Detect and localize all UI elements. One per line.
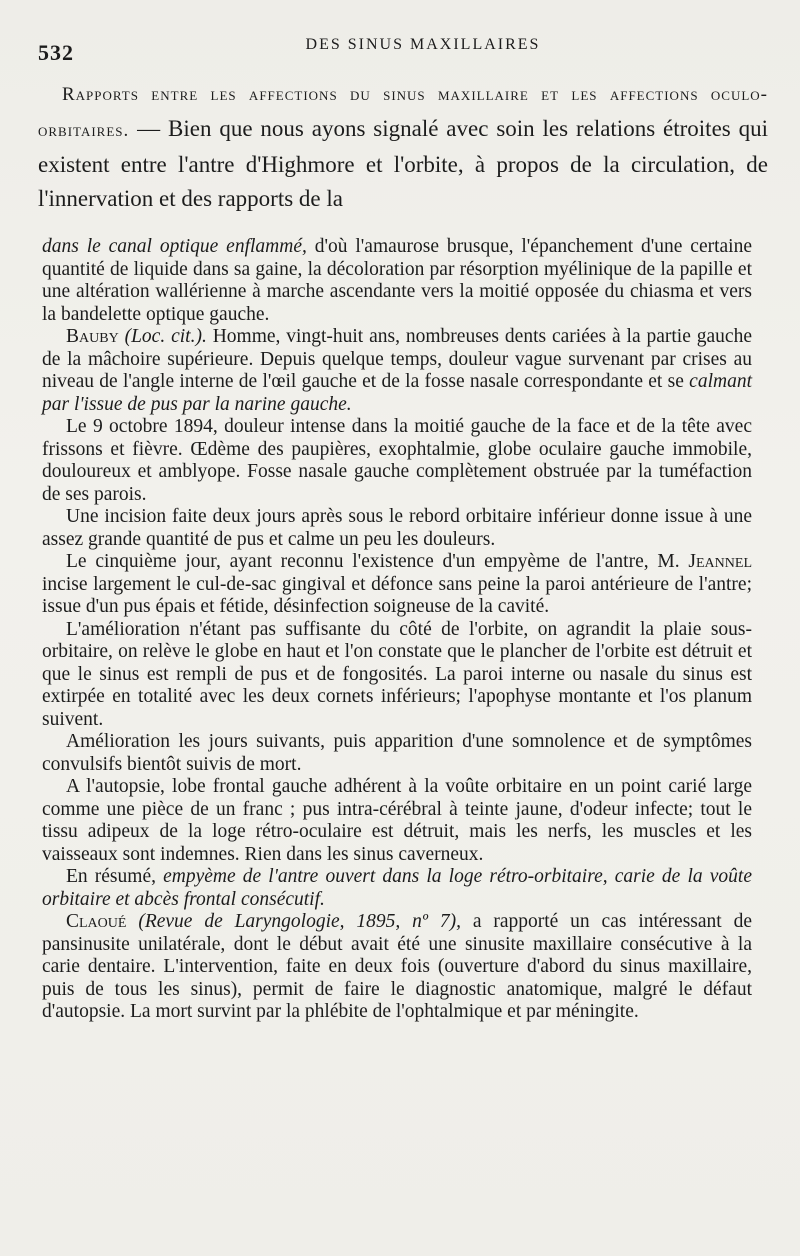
paragraph-6: L'amélioration n'étant pas suffisante du côté de l'orbite, on agrandit la plaie sous-orbitaire, on relève le globe en haut et l'on constate que le plancher de l'orbite est détruit et que le sinus est rempli de pus et de fongosités. La paroi interne ou nasale du sinus est extirpée en totalité avec les deux cornets inférieurs; l'apophyse montante et l'os planum suivent.	[42, 618, 752, 730]
body-text	[42, 236, 752, 1024]
paragraph-9-italic: empyème de l'antre ouvert dans la loge rétro-orbitaire, carie de la voûte orbitaire et abcès frontal consécutif.	[42, 866, 752, 910]
author-claoue: Claoué	[66, 911, 127, 932]
paragraph-3: Le 9 octobre 1894, douleur intense dans la moitié gauche de la face et de la tête avec frissons et fièvre. Œdème des paupières, exophtalmie, globe oculaire gauche immobile, douloureux et amblyope. Fosse nasale gauche complètement obstruée par la tuméfaction de ses parois.	[42, 416, 752, 505]
page-header	[38, 34, 768, 64]
paragraph-2-text: Homme, vingt-huit ans, nombreuses dents cariées à la partie gauche de la mâchoire supérieure. Depuis quelque temps, douleur vague survenant par crises au niveau de l'angle interne de l'œil gauche et de la fosse nasale correspondante et se	[42, 326, 752, 392]
paragraph-9	[42, 866, 752, 911]
page-fold-gap	[0, 208, 800, 236]
paragraph-1-text: d'où l'amaurose brusque, l'épanchement d'une certaine quantité de liquide dans sa gaine, la décoloration par résorption myélinique de la papille et une altération wallérienne à marche ascendante vers la moitié opposée du chiasma et vers la bandelette optique gauche.	[42, 236, 752, 325]
paragraph-5-start: Le cinquième jour, ayant reconnu l'existence d'un empyème de l'antre, M.	[66, 551, 689, 572]
running-head: DES SINUS MAXILLAIRES	[305, 36, 541, 53]
paragraph-5-text: incise largement le cul-de-sac gingival et défonce sans peine la paroi antérieure de l'antre; issue d'un pus épais et fétide, désinfection soigneuse de la cavité.	[42, 573, 752, 617]
page-number: 532	[38, 40, 74, 65]
paragraph-2-ref: (Loc. cit.).	[118, 326, 207, 347]
paragraph-4: Une incision faite deux jours après sous le rebord orbitaire inférieur donne issue à une assez grande quantité de pus et calme un peu les douleurs.	[42, 506, 752, 550]
section-intro-text: — Bien que nous ayons signalé avec soin les relations étroites qui existent entre l'antre d'Highmore et l'orbite, à propos de la circulation, de l'innervation et des rapports de la	[38, 116, 768, 211]
paragraph-10-ref: (Revue de Laryngologie, 1895, nº 7),	[126, 911, 461, 932]
author-bauby: Bauby	[66, 326, 119, 347]
paragraph-2	[42, 326, 752, 416]
paragraph-10-text: a rapporté un cas intéressant de pansinusite unilatérale, dont le début avait été une sinusite maxillaire consécutive à la carie dentaire. L'intervention, faite en deux fois (ouverture d'abord du sinus maxillaire, puis de tous les sinus), permit de faire le diagnostic anatomique, malgré le défaut d'autopsie. La mort survint par la phlébite de l'ophtalmique et par méningite.	[42, 911, 752, 1022]
paragraph-8: A l'autopsie, lobe frontal gauche adhérent à la voûte orbitaire en un point carié large comme une pièce de un franc ; pus intra-cérébral à teinte jaune, d'odeur infecte; tout le tissu adipeux de la loge rétro-oculaire est détruit, mais les nerfs, les muscles et les vaisseaux sont indemnes. Rien dans les sinus caverneux.	[42, 776, 752, 865]
paragraph-5	[42, 551, 752, 619]
section-heading-paragraph	[38, 76, 768, 216]
paragraph-1-italic: dans le canal optique enflammé,	[42, 236, 307, 257]
paragraph-9-start: En résumé,	[66, 866, 164, 887]
paragraph-1	[42, 236, 752, 326]
section-heading: Rapports entre les affections du sinus maxillaire et les affections oculo-orbitaires.	[38, 84, 768, 141]
author-jeannel: Jeannel	[688, 551, 752, 572]
section-intro	[38, 76, 768, 216]
paragraph-10	[42, 911, 752, 1024]
paragraph-7: Amélioration les jours suivants, puis apparition d'une somnolence et de symptômes convulsifs bientôt suivis de mort.	[42, 731, 752, 775]
paragraph-2-italic: calmant par l'issue de pus par la narine gauche.	[42, 371, 752, 415]
